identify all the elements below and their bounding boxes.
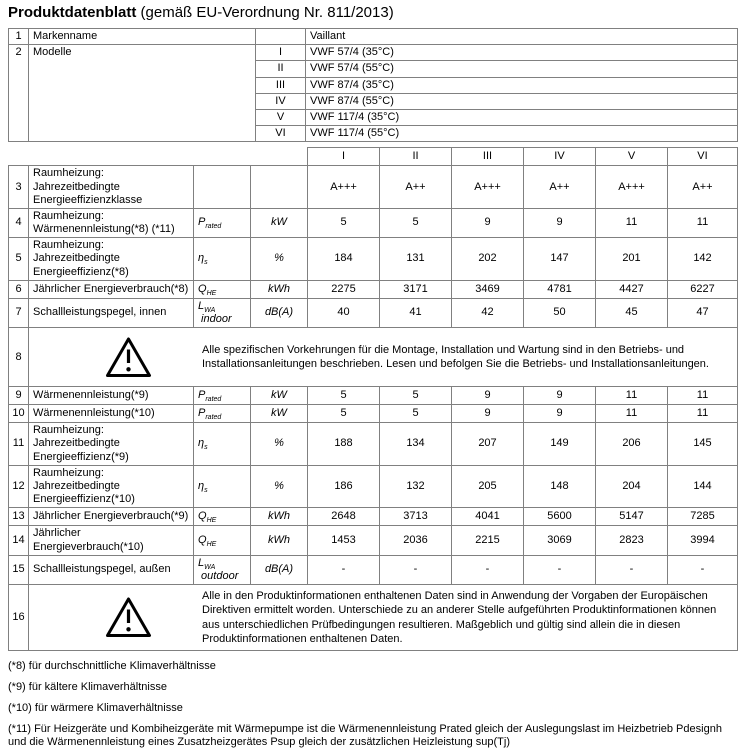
value-cell: 1453 (308, 526, 380, 555)
symbol-subscript: WA (204, 307, 215, 314)
note-cell (29, 585, 738, 651)
column-header: II (380, 148, 452, 166)
info-table-body (9, 29, 738, 142)
symbol-cell (194, 405, 251, 423)
unit-cell: % (251, 465, 308, 508)
header-spacer (9, 148, 29, 166)
column-header-row (9, 148, 738, 166)
table-row (9, 208, 738, 237)
row-label: Raumheizung: Jahrezeitbedingte Energieeffizienzklasse (29, 166, 194, 209)
models-label: Modelle (29, 45, 256, 142)
value-cell: 5 (308, 405, 380, 423)
model-value: VWF 87/4 (55°C) (306, 93, 738, 109)
value-cell: - (668, 555, 738, 584)
value-cell: 134 (380, 423, 452, 466)
symbol-cell (194, 298, 251, 327)
row-number: 9 (9, 387, 29, 405)
value-cell: 5 (308, 387, 380, 405)
symbol-subscript: HE (207, 541, 217, 548)
unit-cell: kWh (251, 526, 308, 555)
footnote: (*8) für durchschnittliche Klimaverhältnisse (8, 660, 737, 674)
row-label: Schallleistungspegel, innen (29, 298, 194, 327)
model-roman: III (256, 77, 306, 93)
value-cell: - (524, 555, 596, 584)
value-cell: 3171 (380, 280, 452, 298)
unit-cell: kW (251, 405, 308, 423)
value-cell: 9 (524, 405, 596, 423)
value-cell: 202 (452, 238, 524, 281)
symbol-base: η (198, 480, 204, 492)
page-title-main: Produktdatenblatt (8, 4, 136, 21)
value-cell: 11 (596, 387, 668, 405)
symbol-base: P (198, 389, 205, 401)
model-roman: V (256, 109, 306, 125)
symbol-cell (194, 280, 251, 298)
value-cell: 2275 (308, 280, 380, 298)
model-roman: IV (256, 93, 306, 109)
page-title-suffix: (gemäß EU-Verordnung Nr. 811/2013) (141, 4, 394, 21)
model-row (9, 45, 738, 61)
unit-cell: kWh (251, 280, 308, 298)
footnote: (*10) für wärmere Klimaverhältnisse (8, 702, 737, 716)
table-row (9, 238, 738, 281)
table-row (9, 423, 738, 466)
value-cell: 4427 (596, 280, 668, 298)
value-cell: 5600 (524, 508, 596, 526)
brand-roman-spacer (256, 29, 306, 45)
symbol-cell (194, 208, 251, 237)
value-cell: A++ (380, 166, 452, 209)
symbol-suffix: outdoor (198, 570, 238, 582)
table-row (9, 405, 738, 423)
row-number: 4 (9, 208, 29, 237)
value-cell: 188 (308, 423, 380, 466)
model-value: VWF 57/4 (55°C) (306, 61, 738, 77)
page-title (8, 4, 737, 22)
model-roman: I (256, 45, 306, 61)
value-cell: 145 (668, 423, 738, 466)
value-cell: - (452, 555, 524, 584)
value-cell: 149 (524, 423, 596, 466)
value-cell: 11 (596, 208, 668, 237)
table-row (9, 508, 738, 526)
value-cell: 11 (668, 387, 738, 405)
value-cell: 3994 (668, 526, 738, 555)
row-number: 8 (9, 328, 29, 387)
row-label: Raumheizung: Jahrezeitbedingte Energieeffizienz(*9) (29, 423, 194, 466)
value-cell: 5 (308, 208, 380, 237)
row-number: 16 (9, 585, 29, 651)
value-cell: 5 (380, 387, 452, 405)
header-spacer (251, 148, 308, 166)
value-cell: 2648 (308, 508, 380, 526)
symbol-cell (194, 526, 251, 555)
footnote: (*9) für kältere Klimaverhältnisse (8, 681, 737, 695)
value-cell: 186 (308, 465, 380, 508)
value-cell: 184 (308, 238, 380, 281)
value-cell: 205 (452, 465, 524, 508)
symbol-base: P (198, 407, 205, 419)
row-label: Raumheizung: Jahrezeitbedingte Energieeffizienz(*10) (29, 465, 194, 508)
value-cell: - (308, 555, 380, 584)
value-cell: 41 (380, 298, 452, 327)
note-text: Alle spezifischen Vorkehrungen für die Montage, Installation und Wartung sind in den Betriebs- und Installationsanleitungen beschrieben. Lesen und befolgen Sie die Betriebs- und Installationsanleitungen. (202, 343, 731, 372)
value-cell: 47 (668, 298, 738, 327)
symbol-cell (194, 465, 251, 508)
value-cell: 144 (668, 465, 738, 508)
model-roman: II (256, 61, 306, 77)
note-text: Alle in den Produktinformationen enthaltenen Daten sind in Anwendung der Vorgaben der Europäischen Direktiven ermittelt worden. Unterschiede zu an anderer Stelle aufgeführten Produktinformationen können aus unterschiedlichen Prüfbedingungen resultieren. Maßgeblich und gültig sind allein die in diesen Produktinformationen enthaltenen Daten. (202, 589, 731, 646)
symbol-suffix: indoor (198, 313, 232, 325)
symbol-base: η (198, 252, 204, 264)
unit-cell: kWh (251, 508, 308, 526)
symbol-subscript: WA (204, 564, 215, 571)
symbol-subscript: HE (207, 517, 217, 524)
row-number: 15 (9, 555, 29, 584)
symbol-cell (194, 387, 251, 405)
symbol-cell (194, 423, 251, 466)
symbol-cell (194, 508, 251, 526)
value-cell: 201 (596, 238, 668, 281)
unit-cell: % (251, 238, 308, 281)
row-label: Raumheizung: Jahrezeitbedingte Energieeffizienz(*8) (29, 238, 194, 281)
brand-row (9, 29, 738, 45)
model-value: VWF 117/4 (55°C) (306, 126, 738, 142)
table-row (9, 298, 738, 327)
unit-cell (251, 166, 308, 209)
value-cell: 3069 (524, 526, 596, 555)
symbol-subscript: rated (205, 224, 221, 231)
unit-cell: dB(A) (251, 298, 308, 327)
symbol-base: Q (198, 534, 207, 546)
row-label: Jährlicher Energieverbrauch(*10) (29, 526, 194, 555)
value-cell: A++ (524, 166, 596, 209)
symbol-base: Q (198, 510, 207, 522)
row-number: 14 (9, 526, 29, 555)
row-number: 2 (9, 45, 29, 142)
column-header: V (596, 148, 668, 166)
table-row (9, 526, 738, 555)
symbol-cell (194, 238, 251, 281)
value-cell: 206 (596, 423, 668, 466)
value-cell: 45 (596, 298, 668, 327)
row-number: 3 (9, 166, 29, 209)
row-label: Wärmenennleistung(*9) (29, 387, 194, 405)
value-cell: - (596, 555, 668, 584)
row-number: 13 (9, 508, 29, 526)
value-cell: 2823 (596, 526, 668, 555)
value-cell: 5 (380, 208, 452, 237)
value-cell: 9 (452, 405, 524, 423)
row-number: 6 (9, 280, 29, 298)
row-number: 7 (9, 298, 29, 327)
value-cell: 9 (452, 208, 524, 237)
value-cell: 4781 (524, 280, 596, 298)
column-header: VI (668, 148, 738, 166)
model-value: VWF 57/4 (35°C) (306, 45, 738, 61)
value-cell: 131 (380, 238, 452, 281)
value-cell: 42 (452, 298, 524, 327)
note-row (9, 328, 738, 387)
table-row (9, 166, 738, 209)
value-cell: 4041 (452, 508, 524, 526)
value-cell: 9 (524, 208, 596, 237)
row-label: Schallleistungspegel, außen (29, 555, 194, 584)
symbol-base: η (198, 437, 204, 449)
note-content (35, 336, 731, 379)
note-content (35, 589, 731, 646)
value-cell: 11 (596, 405, 668, 423)
value-cell: 11 (668, 405, 738, 423)
value-cell: 2036 (380, 526, 452, 555)
model-value: VWF 87/4 (35°C) (306, 77, 738, 93)
value-cell: 142 (668, 238, 738, 281)
symbol-base: L (198, 300, 204, 312)
unit-cell: kW (251, 208, 308, 237)
value-cell: 50 (524, 298, 596, 327)
warning-triangle-icon (105, 336, 152, 379)
symbol-base: P (198, 216, 205, 228)
symbol-base: Q (198, 283, 207, 295)
value-cell: 204 (596, 465, 668, 508)
symbol-subscript: s (204, 445, 208, 452)
footnote: (*11) Für Heizgeräte und Kombiheizgeräte mit Wärmepumpe ist die Wärmenennleistung Prated gleich der Auslegungslast im Heizbetrieb Pdesignh und die Wärmenennleistung eines Zusatzheizgerätes Psup gleich der zusätzlichen Heizleistung sup(Tj) (8, 723, 737, 750)
table-row (9, 387, 738, 405)
main-table-body (9, 148, 738, 651)
header-spacer (194, 148, 251, 166)
value-cell: - (380, 555, 452, 584)
value-cell: 207 (452, 423, 524, 466)
row-number: 12 (9, 465, 29, 508)
value-cell: 3469 (452, 280, 524, 298)
row-label: Jährlicher Energieverbrauch(*8) (29, 280, 194, 298)
value-cell: A+++ (452, 166, 524, 209)
column-header: I (308, 148, 380, 166)
symbol-subscript: s (204, 260, 208, 267)
model-roman: VI (256, 126, 306, 142)
row-number: 1 (9, 29, 29, 45)
unit-cell: % (251, 423, 308, 466)
value-cell: A++ (668, 166, 738, 209)
symbol-subscript: rated (205, 396, 221, 403)
symbol-cell (194, 555, 251, 584)
model-value: VWF 117/4 (35°C) (306, 109, 738, 125)
value-cell: A+++ (596, 166, 668, 209)
value-cell: 148 (524, 465, 596, 508)
value-cell: 3713 (380, 508, 452, 526)
value-cell: 40 (308, 298, 380, 327)
brand-value: Vaillant (306, 29, 738, 45)
header-spacer (29, 148, 194, 166)
row-number: 10 (9, 405, 29, 423)
symbol-subscript: s (204, 487, 208, 494)
row-number: 11 (9, 423, 29, 466)
note-cell (29, 328, 738, 387)
unit-cell: kW (251, 387, 308, 405)
value-cell: 7285 (668, 508, 738, 526)
table-row (9, 465, 738, 508)
value-cell: 6227 (668, 280, 738, 298)
value-cell: 147 (524, 238, 596, 281)
unit-cell: dB(A) (251, 555, 308, 584)
brand-label: Markenname (29, 29, 256, 45)
warning-triangle-icon (105, 596, 152, 639)
symbol-base: L (198, 557, 204, 569)
value-cell: 11 (668, 208, 738, 237)
value-cell: 5 (380, 405, 452, 423)
note-row (9, 585, 738, 651)
info-table (8, 28, 738, 142)
value-cell: 5147 (596, 508, 668, 526)
value-cell: 132 (380, 465, 452, 508)
value-cell: A+++ (308, 166, 380, 209)
table-row (9, 555, 738, 584)
value-cell: 2215 (452, 526, 524, 555)
row-label: Wärmenennleistung(*10) (29, 405, 194, 423)
column-header: III (452, 148, 524, 166)
value-cell: 9 (452, 387, 524, 405)
row-number: 5 (9, 238, 29, 281)
value-cell: 9 (524, 387, 596, 405)
symbol-cell (194, 166, 251, 209)
column-header: IV (524, 148, 596, 166)
footnotes (8, 660, 737, 750)
symbol-subscript: rated (205, 414, 221, 421)
symbol-subscript: HE (207, 290, 217, 297)
row-label: Raumheizung: Wärmenennleistung(*8) (*11) (29, 208, 194, 237)
main-table (8, 147, 738, 651)
row-label: Jährlicher Energieverbrauch(*9) (29, 508, 194, 526)
table-row (9, 280, 738, 298)
